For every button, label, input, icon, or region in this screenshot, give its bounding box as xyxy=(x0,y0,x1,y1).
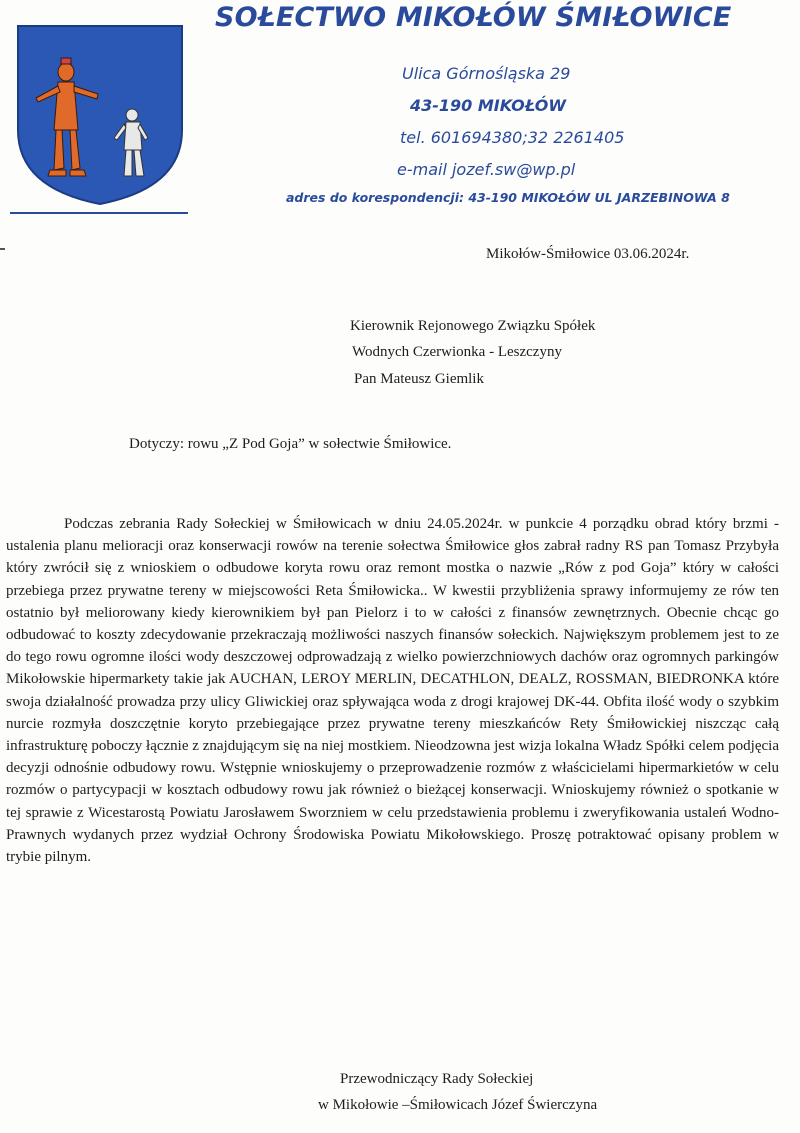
subject-line: Dotyczy: rowu „Z Pod Goja” w sołectwie Śmiłowice. xyxy=(129,436,452,452)
recipient-line: Kierownik Rejonowego Związku Spółek xyxy=(350,318,596,334)
letter-body: Podczas zebrania Rady Sołeckiej w Śmiłowicach w dniu 24.05.2024r. w punkcie 4 porządku obrad który brzmi -ustalenia planu melioracji oraz konserwacji rowów na terenie sołectwa Śmiłowice głos zabrał radny RS pan Tomasz Przybyła który zwrócił się z wnioskiem o odbudowe koryta rowu oraz remont mostka o nazwie „Rów z pod Goja” który w całości przebiega przez prywatne tereny w miejscowości Reta Śmiłowicka.. W kwestii przybliżenia sprawy informujemy ze rów ten ostatnio był meliorowany kiedy kierownikiem był pan Pielorz i to w całości z finansów zewnętrznych. Obecnie chcąc go odbudować to koszty zdecydowanie przekraczają możliwości naszych finansów sołeckich. Największym problemem jest to ze do tego rowu ogromne ilości wody deszczowej odprowadzają z wielko powierzchniowych dachów oraz ogromnych parkingów Mikołowskie hipermarkety takie jak AUCHAN, LEROY MERLIN, DECATHLON, DEALZ, ROSSMAN, BIEDRONKA które swoja działalność prowadza przy ulicy Gliwickiej oraz spływająca woda z drogi krajowej DK-44. Obfita ilość wody o szybkim nurcie rozmyła doszczętnie koryto przebiegające przez prywatne tereny mieszkańców Rety Śmiłowickiej niszcząc całą infrastrukturę poboczy łącznie z znajdującym się na niej mostkiem. Nieodzowna jest wizja lokalna Władz Spółki celem podjęcia decyzji odnośnie odbudowy rowu. Wstępnie wnioskujemy o przeprowadzenie rozmów z właścicielami hipermarkietów w celu rozmów o partycypacji w kosztach odbudowy rowu jak również o bieżącej konserwacji. Wnioskujemy również o spotkanie w tej sprawie z Wicestarostą Powiatu Jarosławem Sworzniem w celu przedstawienia problemu i zweryfikowania ustaleń Wodno-Prawnych wydanych przez wydział Ochrony Środowiska Powiatu Mikołowskiego. Proszę potraktować opisany problem w trybie pilnym. xyxy=(6,516,779,866)
coat-of-arms-icon xyxy=(14,20,186,208)
margin-mark xyxy=(0,248,5,250)
recipient-line: Wodnych Czerwionka - Leszczyny xyxy=(352,344,562,360)
postal-city: 43-190 MIKOŁÓW xyxy=(410,96,566,115)
place-date: Mikołów-Śmiłowice 03.06.2024r. xyxy=(486,246,690,262)
header-divider xyxy=(10,212,188,214)
street-address: Ulica Górnośląska 29 xyxy=(402,64,571,83)
recipient-line: Pan Mateusz Giemlik xyxy=(354,371,484,387)
signature-title: Przewodniczący Rady Sołeckiej xyxy=(340,1071,534,1087)
signature-name: w Mikołowie –Śmiłowicach Józef Świerczyna xyxy=(318,1097,598,1113)
correspondence-address: adres do korespondencji: 43-190 MIKOŁÓW UL JARZEBINOWA 8 xyxy=(286,190,730,205)
email-line: e-mail jozef.sw@wp.pl xyxy=(397,160,576,179)
phone-line: tel. 601694380;32 2261405 xyxy=(400,128,625,147)
organization-title: SOŁECTWO MIKOŁÓW ŚMIŁOWICE xyxy=(215,2,732,33)
